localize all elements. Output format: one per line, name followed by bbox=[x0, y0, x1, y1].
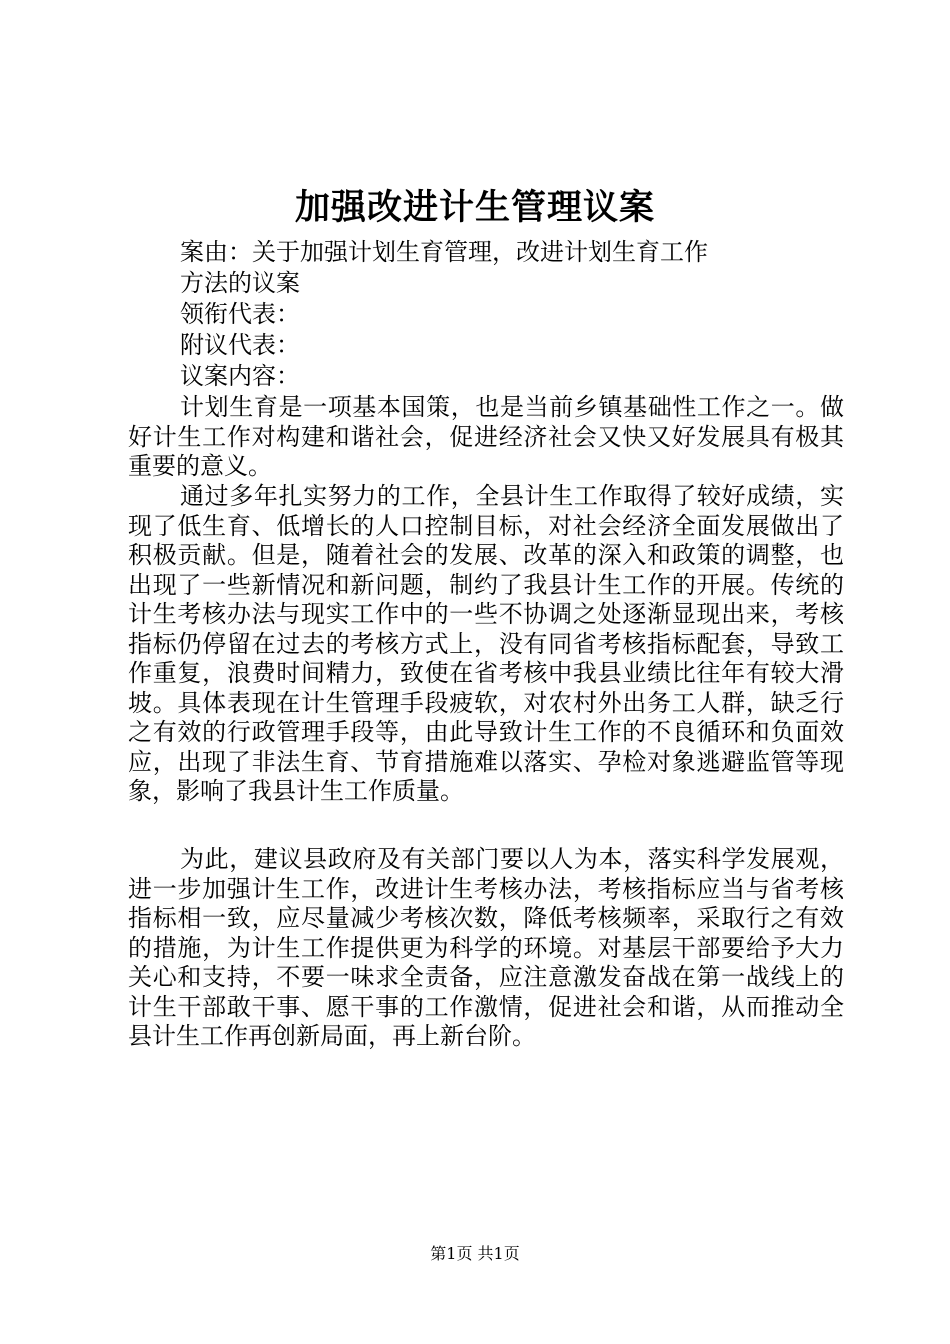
co-representative-label: 附议代表： bbox=[180, 331, 300, 359]
case-reason-line-2: 方法的议案 bbox=[180, 269, 300, 297]
page-footer: 第1页 共1页 bbox=[430, 1244, 520, 1263]
content-label: 议案内容： bbox=[180, 362, 300, 390]
paragraph-1: 计划生育是一项基本国策，也是当前乡镇基础性工作之一。做好计生工作对构建和谐社会，促进经济社会又快又好发展具有极其重要的意义。 bbox=[128, 393, 844, 480]
paragraph-2: 通过多年扎实努力的工作，全县计生工作取得了较好成绩，实现了低生育、低增长的人口控制目标，对社会经济全面发展做出了积极贡献。但是，随着社会的发展、改革的深入和政策的调整，也出现了一些新情况和新问题，制约了我县计生工作的开展。传统的计生考核办法与现实工作中的一些不协调之处逐渐显现出来，考核指标仍停留在过去的考核方式上，没有同省考核指标配套，导致工作重复，浪费时间精力，致使在省考核中我县业绩比往年有较大滑坡。具体表现在计生管理手段疲软，对农村外出务工人群，缺乏行之有效的行政管理手段等，由此导致计生工作的不良循环和负面效应，出现了非法生育、节育措施难以落实、孕检对象逃避监管等现象，影响了我县计生工作质量。 bbox=[128, 482, 844, 805]
paragraph-3: 为此，建议县政府及有关部门要以人为本，落实科学发展观，进一步加强计生工作，改进计生考核办法，考核指标应当与省考核指标相一致，应尽量减少考核次数，降低考核频率，采取行之有效的措施，为计生工作提供更为科学的环境。对基层干部要给予大力关心和支持，不要一味求全责备，应注意激发奋战在第一战线上的计生干部敢干事、愿干事的工作激情，促进社会和谐，从而推动全县计生工作再创新局面，再上新台阶。 bbox=[128, 845, 844, 1050]
document-title: 加强改进计生管理议案 bbox=[294, 187, 655, 228]
case-reason-line-1: 案由：关于加强计划生育管理，改进计划生育工作 bbox=[180, 238, 708, 266]
lead-representative-label: 领衔代表： bbox=[180, 300, 300, 328]
